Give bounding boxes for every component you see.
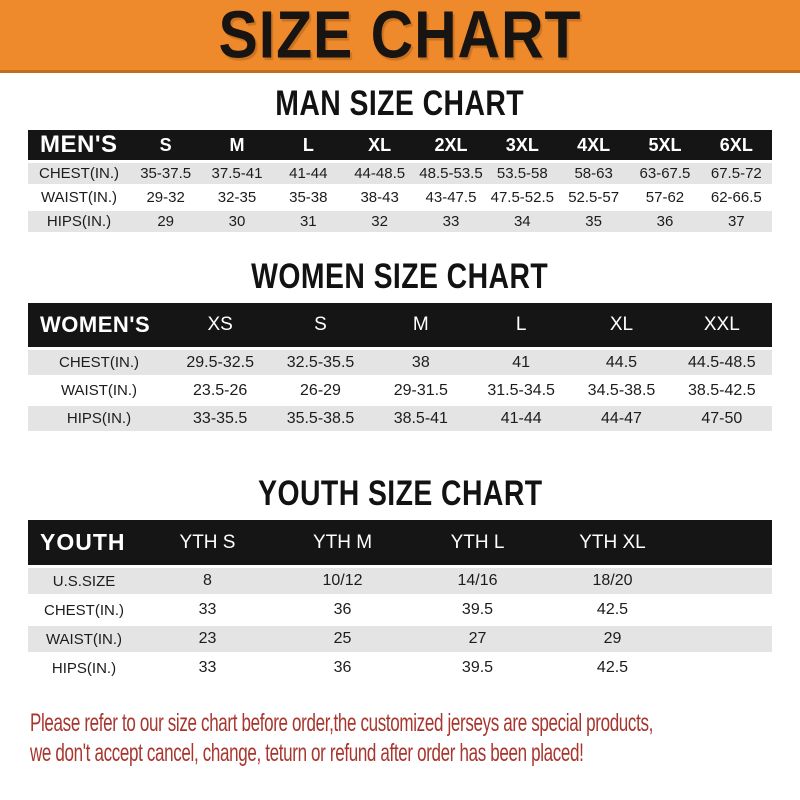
table-cell: 33-35.5: [170, 406, 270, 431]
table-cell: 31.5-34.5: [471, 378, 571, 403]
table-row: [28, 626, 772, 652]
column-header: YTH XL: [545, 520, 680, 565]
column-header: 3XL: [487, 130, 558, 160]
spacer-cell: [680, 597, 772, 623]
table-cell: 38.5-41: [371, 406, 471, 431]
row-label: WAIST(IN.): [28, 626, 140, 652]
youth-size-table: [28, 517, 772, 684]
column-header: 6XL: [701, 130, 772, 160]
table-cell: 58-63: [558, 163, 629, 184]
men-table-title: MEN'S: [28, 130, 130, 160]
table-cell: 39.5: [410, 597, 545, 623]
spacer-cell: [680, 568, 772, 594]
column-header: 2XL: [415, 130, 486, 160]
table-row: [28, 378, 772, 403]
table-cell: 35-38: [273, 187, 344, 208]
table-cell: 30: [201, 211, 272, 232]
column-header: XL: [571, 303, 671, 347]
table-cell: 35-37.5: [130, 163, 201, 184]
table-cell: 18/20: [545, 568, 680, 594]
column-header: L: [471, 303, 571, 347]
table-cell: 38: [371, 350, 471, 375]
row-label: CHEST(IN.): [28, 597, 140, 623]
youth-table-title: YOUTH: [28, 520, 140, 565]
table-cell: 47-50: [672, 406, 772, 431]
disclaimer-line-1: Please refer to our size chart before order,the customized jerseys are special products,: [30, 709, 654, 737]
size-chart-banner-title: SIZE CHART: [218, 0, 582, 73]
row-label: CHEST(IN.): [28, 350, 170, 375]
column-header: YTH M: [275, 520, 410, 565]
table-cell: 63-67.5: [629, 163, 700, 184]
table-cell: 36: [629, 211, 700, 232]
row-label: U.S.SIZE: [28, 568, 140, 594]
table-cell: 8: [140, 568, 275, 594]
row-label: WAIST(IN.): [28, 378, 170, 403]
table-cell: 39.5: [410, 655, 545, 681]
spacer-cell: [680, 626, 772, 652]
table-cell: 52.5-57: [558, 187, 629, 208]
table-cell: 23: [140, 626, 275, 652]
table-cell: 37: [701, 211, 772, 232]
table-row: [28, 350, 772, 375]
table-cell: 29-31.5: [371, 378, 471, 403]
disclaimer: [0, 708, 800, 768]
column-header: XXL: [672, 303, 772, 347]
table-cell: 29: [130, 211, 201, 232]
table-row: [28, 597, 772, 623]
table-cell: 38.5-42.5: [672, 378, 772, 403]
table-cell: 38-43: [344, 187, 415, 208]
table-cell: 67.5-72: [701, 163, 772, 184]
women-table-header-row: [28, 303, 772, 347]
men-size-table: [28, 127, 772, 235]
table-cell: 34.5-38.5: [571, 378, 671, 403]
table-cell: 44.5-48.5: [672, 350, 772, 375]
table-cell: 25: [275, 626, 410, 652]
youth-size-chart-heading: [0, 472, 800, 517]
column-header: XL: [344, 130, 415, 160]
column-header: L: [273, 130, 344, 160]
table-cell: 44-47: [571, 406, 671, 431]
table-cell: 14/16: [410, 568, 545, 594]
table-cell: 23.5-26: [170, 378, 270, 403]
column-header: M: [371, 303, 471, 347]
table-cell: 35: [558, 211, 629, 232]
table-cell: 29-32: [130, 187, 201, 208]
table-cell: 41: [471, 350, 571, 375]
table-cell: 42.5: [545, 597, 680, 623]
men-table-header-row: [28, 130, 772, 160]
column-header: M: [201, 130, 272, 160]
row-label: HIPS(IN.): [28, 655, 140, 681]
man-size-chart-heading-text: MAN SIZE CHART: [275, 82, 525, 123]
column-header: S: [270, 303, 370, 347]
women-size-chart-heading: [0, 255, 800, 300]
table-cell: 32: [344, 211, 415, 232]
table-cell: 37.5-41: [201, 163, 272, 184]
women-table-title: WOMEN'S: [28, 303, 170, 347]
table-cell: 31: [273, 211, 344, 232]
column-header: YTH L: [410, 520, 545, 565]
table-cell: 33: [415, 211, 486, 232]
table-cell: 35.5-38.5: [270, 406, 370, 431]
row-label: WAIST(IN.): [28, 187, 130, 208]
table-cell: 32.5-35.5: [270, 350, 370, 375]
table-row: [28, 163, 772, 184]
column-header: 5XL: [629, 130, 700, 160]
table-row: [28, 211, 772, 232]
table-cell: 27: [410, 626, 545, 652]
column-header: XS: [170, 303, 270, 347]
women-size-chart-heading-text: WOMEN SIZE CHART: [251, 255, 549, 296]
column-header: YTH S: [140, 520, 275, 565]
table-cell: 47.5-52.5: [487, 187, 558, 208]
table-cell: 33: [140, 597, 275, 623]
table-cell: 57-62: [629, 187, 700, 208]
row-label: HIPS(IN.): [28, 211, 130, 232]
man-size-chart-heading: [0, 82, 800, 127]
column-header: 4XL: [558, 130, 629, 160]
table-cell: 10/12: [275, 568, 410, 594]
women-size-table: [28, 300, 772, 434]
table-cell: 42.5: [545, 655, 680, 681]
size-chart-banner: [0, 0, 800, 73]
youth-table-header-row: [28, 520, 772, 565]
table-cell: 33: [140, 655, 275, 681]
table-cell: 36: [275, 597, 410, 623]
table-cell: 26-29: [270, 378, 370, 403]
disclaimer-line-2: we don't accept cancel, change, teturn or refund after order has been placed!: [30, 739, 584, 767]
spacer-cell: [680, 655, 772, 681]
table-cell: 48.5-53.5: [415, 163, 486, 184]
table-row: [28, 655, 772, 681]
table-cell: 34: [487, 211, 558, 232]
row-label: HIPS(IN.): [28, 406, 170, 431]
column-header: S: [130, 130, 201, 160]
table-row: [28, 187, 772, 208]
table-cell: 41-44: [471, 406, 571, 431]
table-cell: 44-48.5: [344, 163, 415, 184]
spacer-cell: [680, 520, 772, 565]
table-cell: 44.5: [571, 350, 671, 375]
table-row: [28, 406, 772, 431]
table-cell: 43-47.5: [415, 187, 486, 208]
table-cell: 36: [275, 655, 410, 681]
row-label: CHEST(IN.): [28, 163, 130, 184]
table-cell: 62-66.5: [701, 187, 772, 208]
table-cell: 32-35: [201, 187, 272, 208]
table-cell: 53.5-58: [487, 163, 558, 184]
table-row: [28, 568, 772, 594]
youth-size-chart-heading-text: YOUTH SIZE CHART: [257, 472, 543, 513]
table-cell: 41-44: [273, 163, 344, 184]
table-cell: 29.5-32.5: [170, 350, 270, 375]
table-cell: 29: [545, 626, 680, 652]
